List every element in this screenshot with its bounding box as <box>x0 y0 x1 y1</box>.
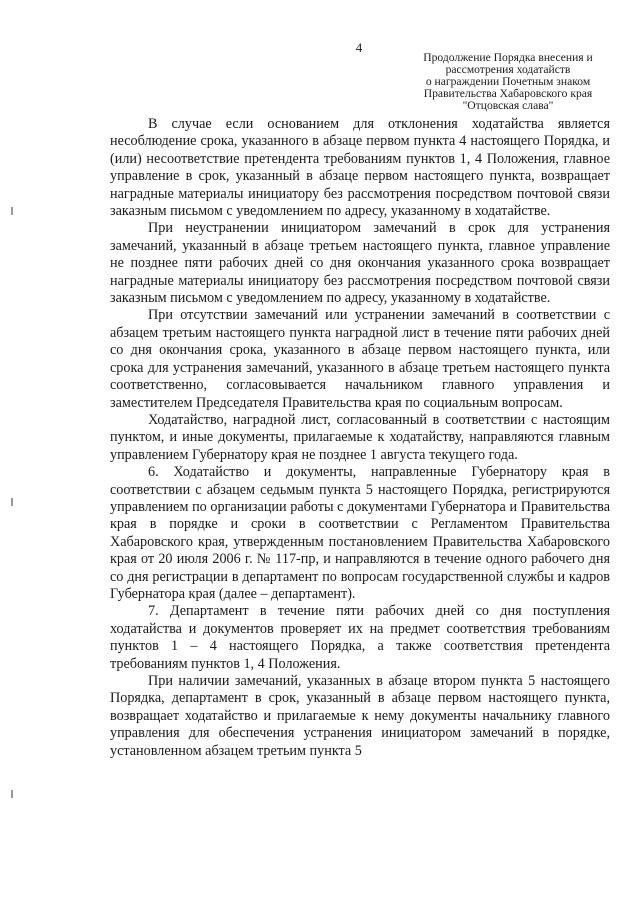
scan-mark <box>11 207 13 215</box>
paragraph: 6. Ходатайство и документы, направленные Губернатору края в соответствии с абзацем седьмым пункта 5 настоящего Порядка, регистрируются управлением по организации работы с документами Губернатора и Правительства края в порядке и сроки в соответствии с Регламентом Правительства Хабаровского края, утвержденным постановлением Правительства Хабаровского края от 20 июля 2006 г. № 117-пр, и направляются в течение одного рабочего дня со дня регистрации в департамент по вопросам государственной службы и кадров Губернатора края (далее – департамент). <box>110 464 610 602</box>
header-line: "Отцовская слава" <box>462 99 554 112</box>
header-line: Правительства Хабаровского края <box>423 87 593 100</box>
paragraph: Ходатайство, наградной лист, согласованный в соответствии с настоящим пунктом, и иные документы, прилагаемые к ходатайству, направляются главным управлением Губернатору края не позднее 1 августа текущего года. <box>110 411 610 463</box>
document-body <box>110 116 610 760</box>
header-line: Продолжение Порядка внесения и <box>423 51 593 64</box>
paragraph: При неустранении инициатором замечаний в срок для устранения замечаний, указанный в абзаце третьем настоящего пункта, главное управление не позднее пяти рабочих дней со дня окончания указанного срока возвращает наградные материалы инициатору без рассмотрения посредством почтовой связи заказным письмом с уведомлением по адресу, указанному в ходатайстве. <box>110 220 610 307</box>
paragraph: При отсутствии замечаний или устранении замечаний в соответствии с абзацем третьим настоящего пункта наградной лист в течение пяти рабочих дней со дня окончания срока, указанного в абзаце первом настоящего пункта, или срока для устранения замечаний, указанного в абзаце третьем настоящего пункта соответственно, согласовывается начальником главного управления и заместителем Председателя Правительства края по социальным вопросам. <box>110 307 610 411</box>
header-line: рассмотрения ходатайств <box>445 63 571 76</box>
scan-mark <box>11 498 13 506</box>
paragraph: При наличии замечаний, указанных в абзаце втором пункта 5 настоящего Порядка, департамент в срок, указанный в абзаце первом настоящего пункта, возвращает ходатайство и прилагаемые к нему документы начальнику главного управления для обеспечения устранения инициатором замечаний в порядке, установленном абзацем третьим пункта 5 <box>110 673 610 759</box>
paragraph: 7. Департамент в течение пяти рабочих дней со дня поступления ходатайства и документов проверяет их на предмет соответствия требованиям пунктов 1 – 4 настоящего Порядка, а также соответствия претендента требованиям пунктов 1, 4 Положения. <box>110 603 610 672</box>
paragraph: В случае если основанием для отклонения ходатайства является несоблюдение срока, указанного в абзаце первом пункта 4 настоящего Порядка, и (или) несоответствие претендента требованиям пунктов 1, 4 Положения, главное управление в срок, указанный в абзаце первом настоящего пункта, возвращает наградные материалы инициатору без рассмотрения посредством почтовой связи заказным письмом с уведомлением по адресу, указанному в ходатайстве. <box>110 116 610 220</box>
scan-mark <box>11 790 13 798</box>
document-header <box>408 52 608 112</box>
header-line: о награждении Почетным знаком <box>425 75 591 88</box>
page-number: 4 <box>355 40 363 55</box>
